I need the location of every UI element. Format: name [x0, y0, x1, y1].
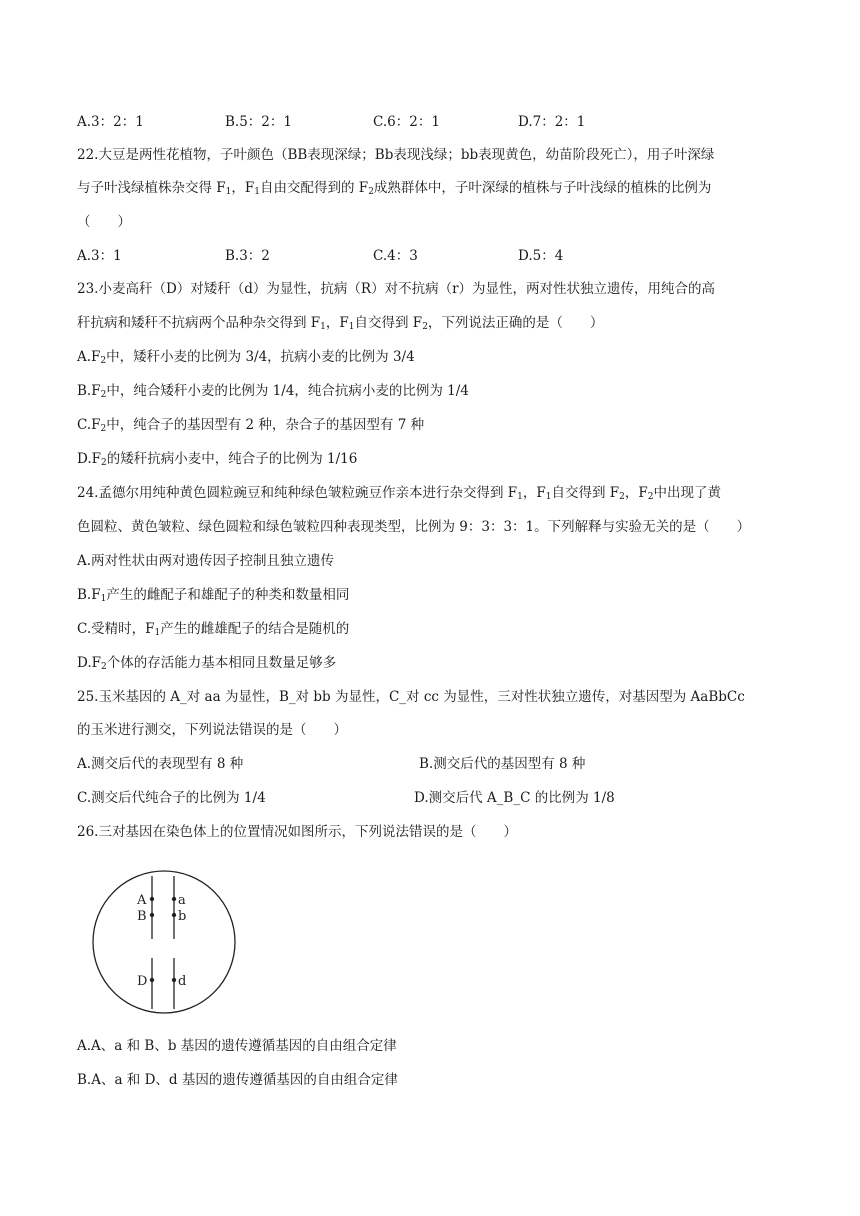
q21-option-b: B.5：2：1: [225, 114, 292, 130]
q22-stem-line2: 与子叶浅绿植株杂交得 $F_1$，$F_1$自由交配得到的 $F_2$成熟群体中，子叶深绿的植株与子叶浅绿的植株的比例为: [77, 180, 712, 197]
label-d: d: [178, 974, 187, 989]
q24-stem-line2: 色圆粒、黄色皱粒、绿色圆粒和绿色皱粒四种表现类型，比例为 9：3：3：1。下列解释与实验无关的是（ ）: [77, 519, 751, 535]
locus-D: [150, 978, 154, 982]
q25-option-a: A.测交后代的表现型有 8 种: [77, 756, 244, 772]
q25-option-b: B.测交后代的基因型有 8 种: [419, 756, 586, 772]
q23-option-a: $A.F_2$中，矮秆小麦的比例为 3/4，抗病小麦的比例为 3/4: [77, 349, 415, 366]
q22-options: [77, 246, 797, 266]
q23-stem-line1: 23.小麦高秆（D）对矮秆（d）为显性，抗病（R）对不抗病（r）为显性，两对性状独立遗传，用纯合的高: [77, 281, 716, 297]
label-b: b: [178, 909, 187, 924]
q26-option-b: B.A、a 和 D、d 基因的遗传遵循基因的自由组合定律: [77, 1072, 398, 1088]
q21-option-a: A.3：2：1: [77, 114, 144, 130]
q23-option-c: $C.F_2$中，纯合子的基因型有 2 种，杂合子的基因型有 7 种: [77, 417, 425, 434]
q24-stem-line1: 24.孟德尔用纯种黄色圆粒豌豆和纯种绿色皱粒豌豆作亲本进行杂交得到 $F_1$，$F_1$自交得到 $F_2$，$F_2$中出现了黄: [77, 485, 721, 502]
chromosome-figure: [92, 864, 240, 1014]
locus-d: [172, 978, 176, 982]
locus-B: [150, 913, 154, 917]
q25-stem-line2: 的玉米进行测交，下列说法错误的是（ ）: [77, 722, 347, 738]
label-A: A: [137, 893, 147, 908]
q24-option-a: A.两对性状由两对遗传因子控制且独立遗传: [77, 553, 335, 569]
cell-outline: [93, 871, 235, 1013]
q22-option-d: D.5：4: [518, 248, 564, 264]
q22-option-c: C.4：3: [373, 248, 418, 264]
label-B: B: [137, 909, 147, 924]
q23-option-b: $B.F_2$中，纯合矮秆小麦的比例为 1/4，纯合抗病小麦的比例为 1/4: [77, 383, 469, 400]
q24-option-c: C.受精时，$F_1$产生的雌雄配子的结合是随机的: [77, 621, 350, 638]
q25-stem-line1: 25.玉米基因的 A_对 aa 为显性，B_对 bb 为显性，C_对 cc 为显性，三对性状独立遗传，对基因型为 AaBbCc: [77, 689, 745, 705]
label-a: a: [178, 893, 186, 908]
locus-a: [172, 897, 176, 901]
locus-A: [150, 897, 154, 901]
q23-stem-line2: 秆抗病和矮秆不抗病两个品种杂交得到 $F_1$，$F_1$自交得到 $F_2$，下列说法正确的是（ ）: [77, 315, 604, 332]
locus-b: [172, 913, 176, 917]
q21-option-d: D.7：2：1: [518, 114, 586, 130]
q22-stem-line1: 22.大豆是两性花植物，子叶颜色（BB表现深绿；Bb表现浅绿；bb表现黄色，幼苗阶段死亡），用子叶深绿: [77, 147, 715, 163]
q26-stem-line1: 26.三对基因在染色体上的位置情况如图所示，下列说法错误的是（ ）: [77, 824, 517, 840]
q21-option-c: C.6：2：1: [373, 114, 440, 130]
q24-option-d: $D.F_2$个体的存活能力基本相同且数量足够多: [77, 655, 337, 672]
q23-option-d: $D.F_2$的矮秆抗病小麦中，纯合子的比例为 1/16: [77, 451, 358, 468]
q22-option-b: B.3：2: [225, 248, 270, 264]
q21-options: [77, 112, 797, 132]
q25-options-row2: [77, 788, 797, 808]
q22-option-a: A.3：1: [77, 248, 122, 264]
q24-option-b: $B.F_1$产生的雌配子和雄配子的种类和数量相同: [77, 587, 350, 604]
q26-option-a: A.A、a 和 B、b 基因的遗传遵循基因的自由组合定律: [77, 1038, 397, 1054]
q22-answer-bracket: （ ）: [77, 214, 131, 230]
label-D: D: [137, 974, 148, 989]
q25-option-c: C.测交后代纯合子的比例为 1/4: [77, 790, 266, 806]
chromosome-diagram: [92, 864, 240, 1014]
q25-option-d: D.测交后代 A_B_C 的比例为 1/8: [414, 790, 615, 806]
q25-options-row1: [77, 754, 797, 774]
